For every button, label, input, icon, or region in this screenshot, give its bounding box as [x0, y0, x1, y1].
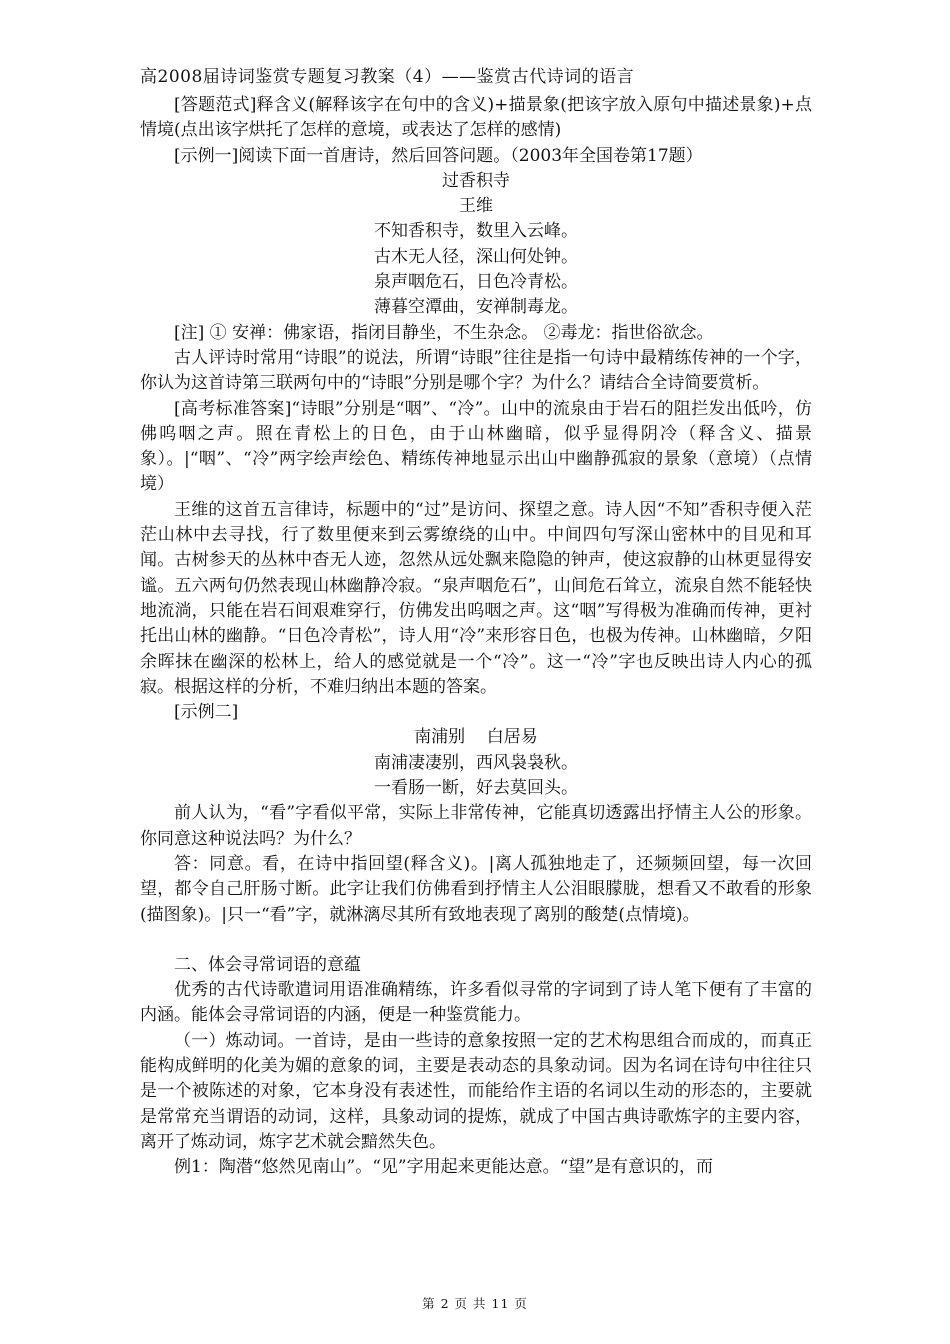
- example1-intro: [示例一]阅读下面一首唐诗，然后回答问题。（2003年全国卷第17题）: [174, 145, 703, 166]
- document-header: 高2008届诗词鉴赏专题复习教案（4）——鉴赏古代诗词的语言: [140, 67, 635, 87]
- footer-page-total: 11: [491, 1296, 510, 1311]
- section2-paragraph: （一）炼动词。一首诗，是由一些诗的意象按照一定的艺术构思组合而成的，而真正能构成鲜明的化美为媚的意象的词，主要是表动态的具象动词。因为名词在诗句中往往只是一个被陈述的对象，它本身没有表述性，而能给作主语的名词以生动的形态的，主要就是常常充当谓语的动词，这样，具象动词的提炼，就成了中国古典诗歌炼字的主要内容，离开了炼动词，炼字艺术就会黯然失色。: [140, 1030, 812, 1152]
- poem1-line: 泉声咽危石，日色冷青松。: [374, 272, 578, 293]
- poem1-line: 不知香积寺，数里入云峰。: [374, 221, 578, 242]
- footer-label: 页: [514, 1296, 528, 1311]
- paragraph-gap: [140, 928, 812, 953]
- question1: 古人评诗时常用“诗眼”的说法，所谓“诗眼”往往是指一句诗中最精练传神的一个字，你认为这首诗第三联两句中的“诗眼”分别是哪个字？为什么？请结合全诗简要赏析。: [140, 347, 812, 394]
- footer-label: 第: [422, 1296, 436, 1311]
- section2-paragraph: 例1：陶潜“悠然见南山”。“见”字用起来更能达意。“望”是有意识的，而: [174, 1157, 713, 1178]
- poem1-title: 过香积寺: [442, 170, 510, 191]
- poem1-line: 古木无人径，深山何处钟。: [374, 246, 578, 267]
- answer2: 答：同意。看，在诗中指回望(释含义)。|离人孤独地走了，还频频回望，每一次回望，都令自己肝肠寸断。此字让我们仿佛看到抒情主人公泪眼朦胧，想看又不敢看的形象(描图象)。|只一“看”字，就淋漓尽其所有致地表现了离别的酸楚(点情境)。: [140, 853, 812, 925]
- standard-answer: [高考标准答案]“诗眼”分别是“咽”、“冷”。山中的流泉由于岩石的阻拦发出低吟，仿佛呜咽之声。照在青松上的日色，由于山林幽暗，似乎显得阴冷（释含义、描景象）。|“咽”、“冷”两字绘声绘色、精练传神地显示出山中幽静孤寂的景象（意境）（点情境）: [140, 398, 812, 495]
- section2-title: 二、体会寻常词语的意蕴: [174, 954, 361, 975]
- example2-intro: [示例二]: [174, 702, 239, 723]
- poem1-notes: [注] ① 安禅：佛家语，指闭目静坐，不生杂念。 ②毒龙：指世俗欲念。: [174, 322, 714, 343]
- footer-page-number: 2: [440, 1296, 450, 1311]
- page-footer: [0, 1294, 950, 1312]
- poem1-line: 薄暮空潭曲，安禅制毒龙。: [374, 297, 578, 318]
- poem2-line: 南浦凄凄别，西风袅袅秋。: [374, 752, 578, 773]
- answer-format: [答题范式]释含义(解释该字在句中的含义)+描景象(把该字放入原句中描述景象)+点情境(点出该字烘托了怎样的意境，或表达了怎样的感情): [140, 95, 812, 141]
- analysis-paragraph: 王维的这首五言律诗，标题中的“过”是访问、探望之意。诗人因“不知”香积寺便入茫茫山林中去寻找，行了数里便来到云雾缭绕的山中。中间四句写深山密林中的目见和耳闻。古树参天的丛林中杳无人迹，忽然从远处飘来隐隐的钟声，使这寂静的山林更显得安谧。五六两句仍然表现山林幽静冷寂。“泉声咽危石”，山间危石耸立，流泉自然不能轻快地流淌，只能在岩石间艰难穿行，仿佛发出呜咽之声。这“咽”写得极为准确而传神，更衬托出山林的幽静。“日色冷青松”，诗人用“冷”来形容日色，也极为传神。山林幽暗，夕阳余晖抹在幽深的松林上，给人的感觉就是一个“冷”。这一“冷”字也反映出诗人内心的孤寂。根据这样的分析，不难归纳出本题的答案。: [140, 499, 812, 697]
- poem2-line: 一看肠一断，好去莫回头。: [374, 778, 578, 799]
- poem1-author: 王维: [459, 196, 493, 217]
- poem2-title-author: 南浦别 白居易: [414, 727, 538, 748]
- footer-label: 页 共: [454, 1296, 487, 1311]
- question2: 前人认为，“看”字看似平常，实际上非常传神，它能真切透露出抒情主人公的形象。你同意这种说法吗？为什么？: [140, 803, 812, 849]
- section2-paragraph: 优秀的古代诗歌遣词用语准确精练，许多看似寻常的字词到了诗人笔下便有了丰富的内涵。能体会寻常词语的内涵，便是一种鉴赏能力。: [140, 980, 812, 1026]
- document-body: [140, 93, 812, 1180]
